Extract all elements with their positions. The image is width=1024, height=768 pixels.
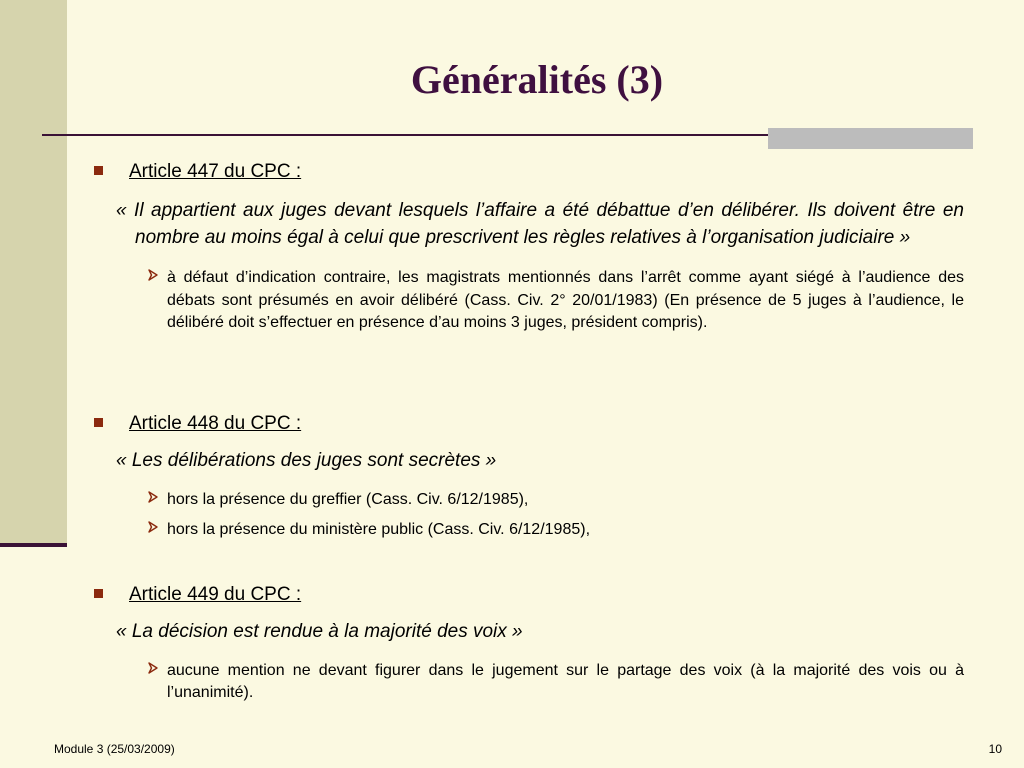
footer-module-date: Module 3 (25/03/2009) [54,742,175,756]
slide-title: Généralités (3) [410,57,664,102]
arrow-bullet-icon [146,490,160,504]
sub-point [167,267,964,335]
article-quote: « La décision est rendue à la majorité des voix » [116,621,523,642]
article-449-item [94,583,964,705]
sub-point [167,660,964,705]
arrow-bullet-icon [146,520,160,534]
article-heading [94,412,964,438]
sub-point-text: à défaut d’indication contraire, les magistrats mentionnés dans l’arrêt comme ayant siégé à l’audience des débats sont présumés en avoir délibéré (Cass. Civ. 2° 20/01/1983) (En présence de 5 juges à l’audience, le délibéré doit s’effectuer en présence d’au moins 3 juges, président compris). [167,269,964,331]
article-448-item [94,412,964,542]
article-quote: « Il appartient aux juges devant lesquels l’affaire a été débattue d’en délibérer. Ils doivent être en nombre au moins égal à celui que prescrivent les règles relatives à l’organisation judiciaire » [116,200,964,248]
square-bullet-icon [94,418,103,427]
article-heading [94,583,964,609]
article-heading-label: Article 447 du CPC : [129,161,302,182]
arrow-bullet-icon [146,661,160,675]
title-rule [42,134,768,136]
sub-point [167,489,964,512]
sub-point-text: aucune mention ne devant figurer dans le jugement sur le partage des voix (à la majorité des vois ou à l’unanimité). [167,661,964,701]
footer-page-number: 10 [988,742,1002,756]
square-bullet-icon [94,589,103,598]
arrow-bullet-icon [146,268,160,282]
article-heading-label: Article 448 du CPC : [129,413,302,434]
article-447-item [94,160,964,335]
sub-point [167,519,964,542]
article-quote: « Les délibérations des juges sont secrètes » [116,450,497,471]
square-bullet-icon [94,166,103,175]
left-band-underline [0,543,67,547]
article-heading-label: Article 449 du CPC : [129,584,302,605]
left-decor-band [0,0,67,545]
title-rule-block [768,128,973,149]
article-heading [94,160,964,186]
sub-point-text: hors la présence du ministère public (Cass. Civ. 6/12/1985), [167,521,591,538]
sub-point-text: hors la présence du greffier (Cass. Civ. 6/12/1985), [167,490,529,508]
